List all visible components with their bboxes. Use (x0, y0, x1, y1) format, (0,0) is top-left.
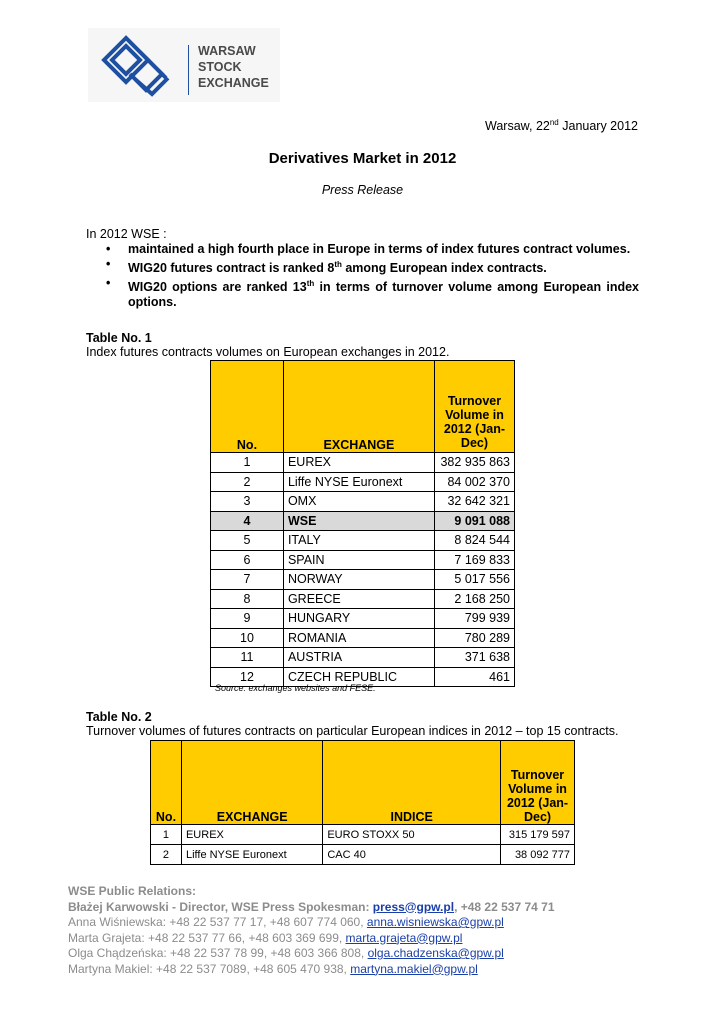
table-cell: ROMANIA (283, 628, 434, 648)
wse-logo-mark-icon (96, 32, 182, 98)
contact-line: Martyna Makiel: +48 22 537 7089, +48 605 470 938, martyna.makiel@gpw.pl (68, 961, 478, 976)
contact-line: Anna Wiśniewska: +48 22 537 77 17, +48 607 774 060, anna.wisniewska@gpw.pl (68, 915, 504, 929)
table-row (211, 628, 515, 648)
table-header-row (211, 361, 515, 453)
table2-label: Table No. 2 (86, 710, 152, 724)
intro-text: In 2012 WSE : (86, 227, 167, 241)
table-row (211, 589, 515, 609)
table-cell: Liffe NYSE Euronext (283, 472, 434, 492)
table-cell: 6 (211, 550, 284, 570)
table-cell: Liffe NYSE Euronext (181, 845, 322, 865)
table-row (211, 472, 515, 492)
table-cell: 5 (211, 531, 284, 551)
release-date: Warsaw, 22nd January 2012 (485, 118, 638, 134)
table-row (151, 845, 575, 865)
table-cell: ITALY (283, 531, 434, 551)
table-row (211, 453, 515, 473)
contact-email-link[interactable]: anna.wisniewska@gpw.pl (366, 915, 504, 929)
table-cell: 7 (211, 570, 284, 590)
table-cell: AUSTRIA (283, 648, 434, 668)
table-cell: 780 289 (434, 628, 514, 648)
table-cell: 1 (151, 825, 182, 845)
table-cell: 382 935 863 (434, 453, 514, 473)
column-header: Turnover Volume in 2012 (Jan-Dec) (434, 361, 514, 453)
table-cell: 12 (211, 667, 284, 687)
contact-line: Marta Grajeta: +48 22 537 77 66, +48 603 369 699, marta.grajeta@gpw.pl (68, 930, 463, 945)
table-cell: 315 179 597 (501, 825, 575, 845)
contact-email-link[interactable]: olga.chadzenska@gpw.pl (367, 946, 504, 960)
director-email-link[interactable]: press@gpw.pl (372, 899, 455, 914)
table-cell: CZECH REPUBLIC (283, 667, 434, 687)
column-header: INDICE (323, 741, 501, 825)
page-title: Derivatives Market in 2012 (268, 150, 457, 167)
contact-line: Olga Chądzeńska: +48 22 537 78 99, +48 603 366 808, olga.chadzenska@gpw.pl (68, 946, 504, 960)
director-line: Błażej Karwowski - Director, WSE Press Spokesman: press@gpw.pl, +48 22 537 74 71 (68, 899, 555, 914)
table1-body (211, 453, 515, 687)
table-row (211, 492, 515, 512)
table-cell: 2 (211, 472, 284, 492)
table-cell: 38 092 777 (501, 845, 575, 865)
table1 (210, 360, 515, 687)
table-cell: CAC 40 (323, 845, 501, 865)
table1-description: Index futures contracts volumes on European exchanges in 2012. (86, 345, 450, 359)
logo-text (198, 43, 269, 91)
table2-body (151, 825, 575, 865)
table-header-row (151, 741, 575, 825)
table-row (211, 648, 515, 668)
wse-logo (88, 28, 280, 102)
table-cell: 10 (211, 628, 284, 648)
column-header: No. (211, 361, 284, 453)
table-cell: 7 169 833 (434, 550, 514, 570)
logo-line-1: WARSAW (198, 44, 256, 58)
list-item: • maintained a high fourth place in Europe in terms of index futures contract volumes. (104, 242, 639, 257)
table-cell: 461 (434, 667, 514, 687)
table-cell: EUREX (181, 825, 322, 845)
list-item: • WIG20 futures contract is ranked 8th among European index contracts. (104, 257, 639, 276)
table-cell: EURO STOXX 50 (323, 825, 501, 845)
table-row (211, 609, 515, 629)
logo-line-3: EXCHANGE (198, 76, 269, 90)
table-cell: 9 (211, 609, 284, 629)
table-cell: 11 (211, 648, 284, 668)
table-cell: 2 168 250 (434, 589, 514, 609)
table-row (211, 531, 515, 551)
table-row (211, 511, 515, 531)
table-row (151, 825, 575, 845)
table1-label: Table No. 1 (86, 331, 152, 345)
table-cell: 4 (211, 511, 284, 531)
page-subtitle: Press Release (321, 183, 404, 197)
table-cell: 32 642 321 (434, 492, 514, 512)
footer-heading: WSE Public Relations: (68, 884, 197, 898)
table-cell: 371 638 (434, 648, 514, 668)
column-header: EXCHANGE (181, 741, 322, 825)
table-row (211, 550, 515, 570)
list-item: • WIG20 options are ranked 13th in terms of turnover volume among European index options. (104, 276, 639, 310)
table-cell: 9 091 088 (434, 511, 514, 531)
column-header: EXCHANGE (283, 361, 434, 453)
column-header: Turnover Volume in 2012 (Jan-Dec) (501, 741, 575, 825)
table-cell: GREECE (283, 589, 434, 609)
contact-email-link[interactable]: marta.grajeta@gpw.pl (345, 930, 463, 945)
table-row (211, 570, 515, 590)
logo-divider (188, 45, 189, 95)
table1-source: Source: exchanges websites and FESE. (215, 683, 376, 693)
table-cell: 799 939 (434, 609, 514, 629)
table-cell: 3 (211, 492, 284, 512)
table-cell: 8 (211, 589, 284, 609)
press-contacts (68, 884, 555, 977)
table-cell: 84 002 370 (434, 472, 514, 492)
table-cell: HUNGARY (283, 609, 434, 629)
table-cell: SPAIN (283, 550, 434, 570)
table-cell: 8 824 544 (434, 531, 514, 551)
table2-description: Turnover volumes of futures contracts on particular European indices in 2012 – top 15 contracts. (86, 724, 619, 738)
table-cell: 2 (151, 845, 182, 865)
table-cell: EUREX (283, 453, 434, 473)
logo-line-2: STOCK (198, 60, 242, 74)
highlights-list (104, 242, 639, 310)
table-cell: 1 (211, 453, 284, 473)
contact-email-link[interactable]: martyna.makiel@gpw.pl (350, 961, 478, 976)
table-cell: 5 017 556 (434, 570, 514, 590)
table-cell: OMX (283, 492, 434, 512)
table-cell: NORWAY (283, 570, 434, 590)
table2 (150, 740, 575, 865)
column-header: No. (151, 741, 182, 825)
table-cell: WSE (283, 511, 434, 531)
